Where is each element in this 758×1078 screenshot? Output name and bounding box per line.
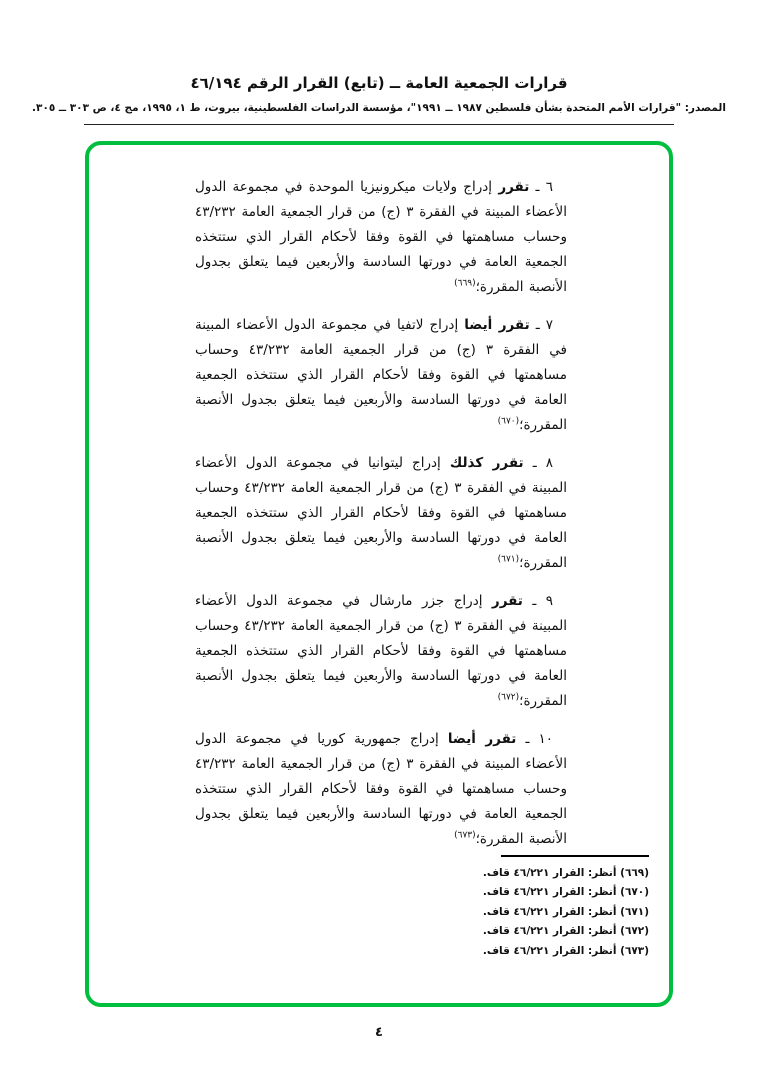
resolution-paragraph-10 <box>195 727 567 852</box>
resolution-text-block <box>195 175 567 865</box>
footnotes-block <box>483 855 649 962</box>
footnote-number: (٦٧٣) <box>620 944 649 957</box>
footnote-text: أنظر: القرار ٤٦/٢٢١ قاف. <box>482 944 617 957</box>
footnote-reference: (٦٧٣) <box>454 830 476 841</box>
footnote-reference: (٦٧٢) <box>497 692 520 703</box>
footnote-number: (٦٧٢) <box>620 925 649 937</box>
footnote-reference: (٦٦٩) <box>454 278 476 289</box>
footnote-reference: (٦٧٠) <box>497 416 520 427</box>
footnote-number: (٦٧١) <box>620 905 649 918</box>
paragraph-text: إدراج جزر مارشال في مجموعة الدول الأعضاء المبينة في الفقرة ٣ (ج) من قرار الجمعية العامة ٤٣/٢٣٢ وحساب مساهمتها في القوة وفقا لأحكام القرار الذي ستتخذه الجمعية العامة في دورتها السادسة والأربعين فيما يتعلق بجدول الأنصبة المقررة؛ <box>195 593 567 709</box>
operative-verb: تقرر أيضا <box>447 731 517 747</box>
resolution-paragraph-6 <box>195 175 567 300</box>
resolution-green-box <box>85 141 673 1007</box>
paragraph-number: ٨ ـ <box>532 455 554 471</box>
paragraph-text: إدراج ولايات ميكرونيزيا الموحدة في مجموعة الدول الأعضاء المبينة في الفقرة ٣ (ج) من قرار الجمعية العامة ٤٣/٢٣٢ وحساب مساهمتها في القوة وفقا لأحكام القرار الذي ستتخذه الجمعية العامة في دورتها السادسة والأربعين فيما يتعلق بجدول الأنصبة المقررة؛ <box>195 179 568 295</box>
operative-verb: تقرر كذلك <box>449 455 524 471</box>
footnote-reference: (٦٧١) <box>497 554 520 565</box>
footnote-670 <box>483 883 649 903</box>
footnote-text: أنظر: القرار ٤٦/٢٢١ قاف. <box>482 905 617 918</box>
operative-verb: تقرر <box>491 593 523 609</box>
page-title: قرارات الجمعية العامة ــ (تابع) القرار الرقم ٤٦/١٩٤ <box>190 74 568 92</box>
footnote-text: أنظر: القرار ٤٦/٢٢١ قاف. <box>482 886 617 898</box>
operative-verb: تقرر أيضا <box>464 317 530 333</box>
resolution-paragraph-9 <box>195 589 567 714</box>
footnote-text: أنظر: القرار ٤٦/٢٢١ قاف. <box>482 866 617 879</box>
source-line: المصدر: "قرارات الأمم المتحدة بشأن فلسطين ١٩٨٧ ــ ١٩٩١"، مؤسسة الدراسات الفلسطينية، بيروت، ط ١، ١٩٩٥، مج ٤، ص ٣٠٣ ــ ٣٠٥. <box>32 102 726 114</box>
footnote-673 <box>483 942 649 962</box>
paragraph-text: إدراج لاتفيا في مجموعة الدول الأعضاء المبينة في الفقرة ٣ (ج) من قرار الجمعية العامة ٤٣/٢٣٢ وحساب مساهمتها في القوة وفقا لأحكام القرار الذي ستتخذه الجمعية العامة في دورتها السادسة والأربعين فيما يتعلق بجدول الأنصبة المقررة؛ <box>195 317 567 433</box>
paragraph-text: إدراج ليتوانيا في مجموعة الدول الأعضاء المبينة في الفقرة ٣ (ج) من قرار الجمعية العامة ٤٣/٢٣٢ وحساب مساهمتها في القوة وفقا لأحكام القرار الذي ستتخذه الجمعية العامة في دورتها السادسة والأربعين فيما يتعلق بجدول الأنصبة المقررة؛ <box>195 455 567 571</box>
footnote-divider <box>501 855 649 857</box>
footnote-text: أنظر: القرار ٤٦/٢٢١ قاف. <box>482 925 617 937</box>
resolution-paragraph-7 <box>195 313 567 438</box>
footnote-671 <box>483 903 649 923</box>
footnote-number: (٦٧٠) <box>620 886 649 898</box>
footnote-672 <box>483 922 649 942</box>
footnote-669 <box>483 864 649 884</box>
paragraph-text: إدراج جمهورية كوريا في مجموعة الدول الأعضاء المبينة في الفقرة ٣ (ج) من قرار الجمعية العامة ٤٣/٢٣٢ وحساب مساهمتها في القوة وفقا لأحكام القرار الذي ستتخذه الجمعية العامة في دورتها السادسة والأربعين فيما يتعلق بجدول الأنصبة المقررة؛ <box>195 731 568 847</box>
paragraph-number: ٩ ـ <box>532 593 554 609</box>
paragraph-number: ٦ ـ <box>535 179 553 195</box>
operative-verb: تقرر <box>498 179 530 195</box>
paragraph-number: ١٠ ـ <box>525 731 553 747</box>
page-number: ٤ <box>375 1025 383 1040</box>
footnote-number: (٦٦٩) <box>620 866 649 879</box>
resolution-paragraph-8 <box>195 451 567 576</box>
header-divider <box>84 124 674 125</box>
paragraph-number: ٧ ـ <box>535 317 553 333</box>
